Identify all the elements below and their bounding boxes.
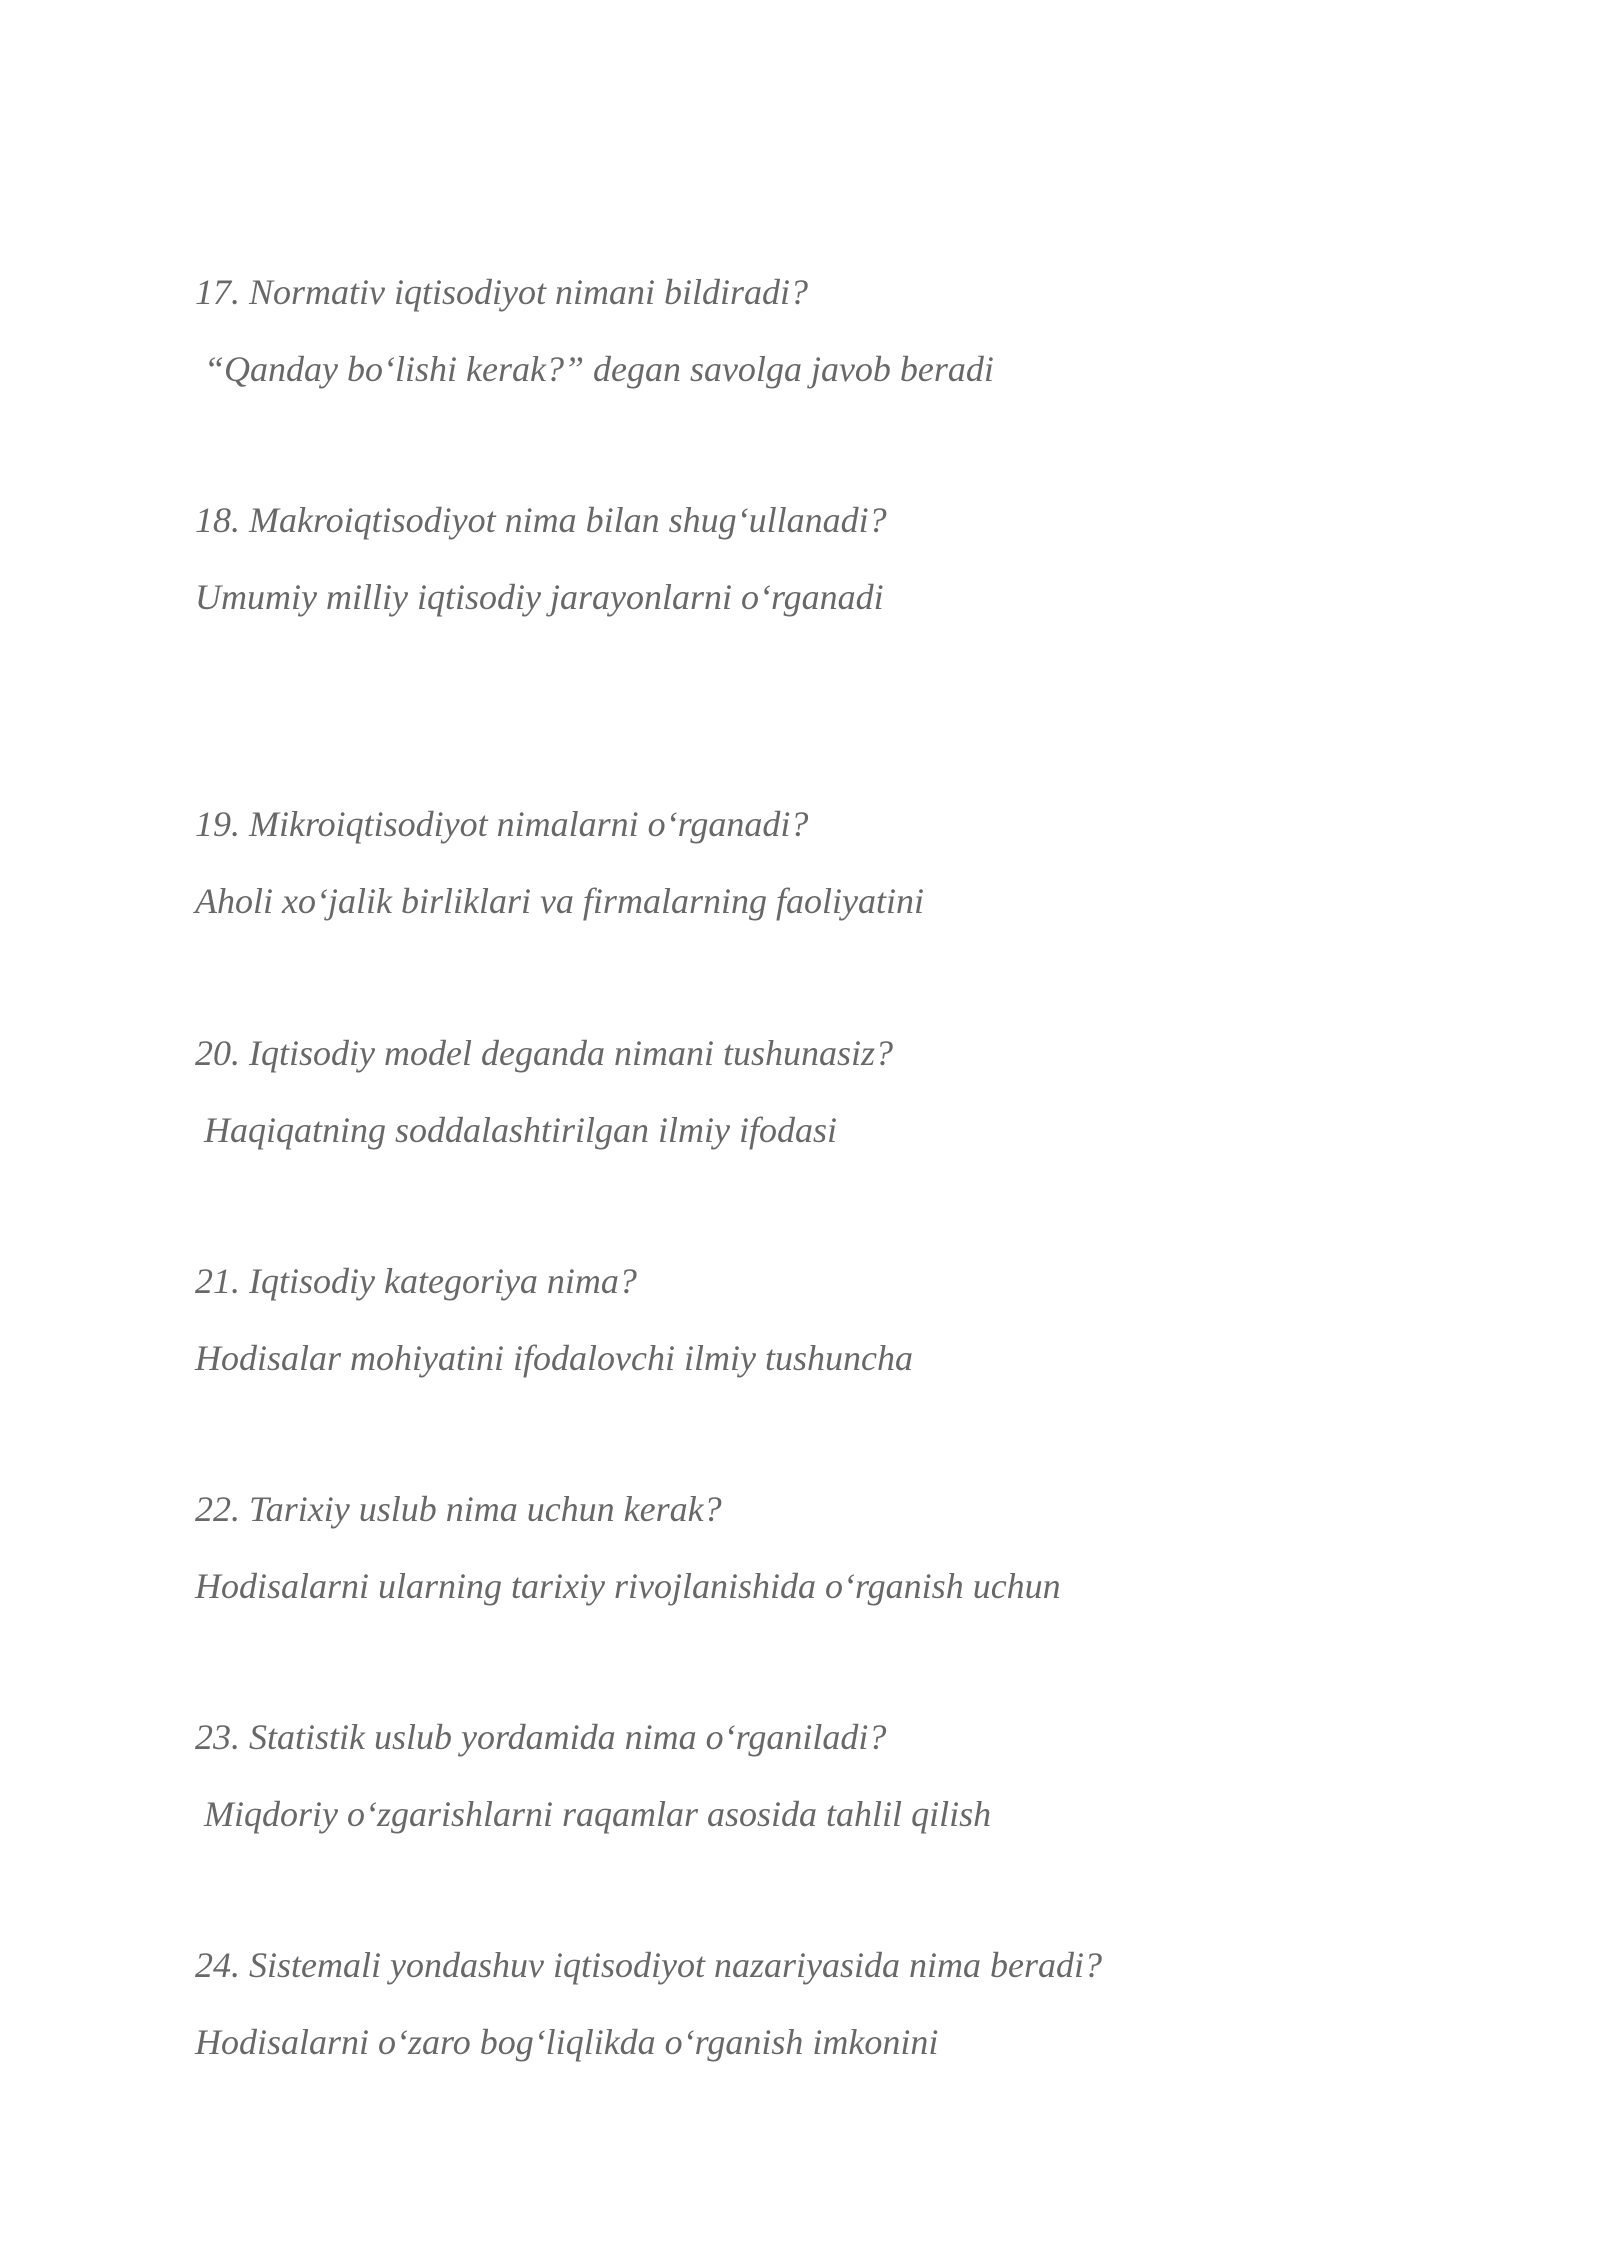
answer-24: Hodisalarni o‘zaro bog‘liqlikda o‘rganish imkonini bbox=[195, 2022, 939, 2062]
question-20: 20. Iqtisodiy model deganda nimani tushunasiz? bbox=[195, 1033, 893, 1073]
answer-18: Umumiy milliy iqtisodiy jarayonlarni o‘rganadi bbox=[195, 577, 884, 617]
question-19: 19. Mikroiqtisodiyot nimalarni o‘rganadi? bbox=[195, 804, 809, 844]
answer-17: “Qanday bo‘lishi kerak?” degan savolga javob beradi bbox=[204, 349, 994, 389]
answer-22: Hodisalarni ularning tarixiy rivojlanishida o‘rganish uchun bbox=[195, 1566, 1061, 1606]
answer-23: Miqdoriy o‘zgarishlarni raqamlar asosida tahlil qilish bbox=[204, 1794, 992, 1834]
answer-20: Haqiqatning soddalashtirilgan ilmiy ifodasi bbox=[204, 1110, 838, 1150]
question-17: 17. Normativ iqtisodiyot nimani bildiradi? bbox=[195, 272, 809, 312]
question-23: 23. Statistik uslub yordamida nima o‘rganiladi? bbox=[195, 1717, 887, 1757]
answer-19: Aholi xo‘jalik birliklari va firmalarning faoliyatini bbox=[195, 881, 924, 921]
question-21: 21. Iqtisodiy kategoriya nima? bbox=[195, 1261, 637, 1301]
answer-21: Hodisalar mohiyatini ifodalovchi ilmiy tushuncha bbox=[195, 1338, 913, 1378]
question-24: 24. Sistemali yondashuv iqtisodiyot nazariyasida nima beradi? bbox=[195, 1945, 1102, 1985]
question-18: 18. Makroiqtisodiyot nima bilan shug‘ullanadi? bbox=[195, 500, 887, 540]
question-22: 22. Tarixiy uslub nima uchun kerak? bbox=[195, 1489, 722, 1529]
